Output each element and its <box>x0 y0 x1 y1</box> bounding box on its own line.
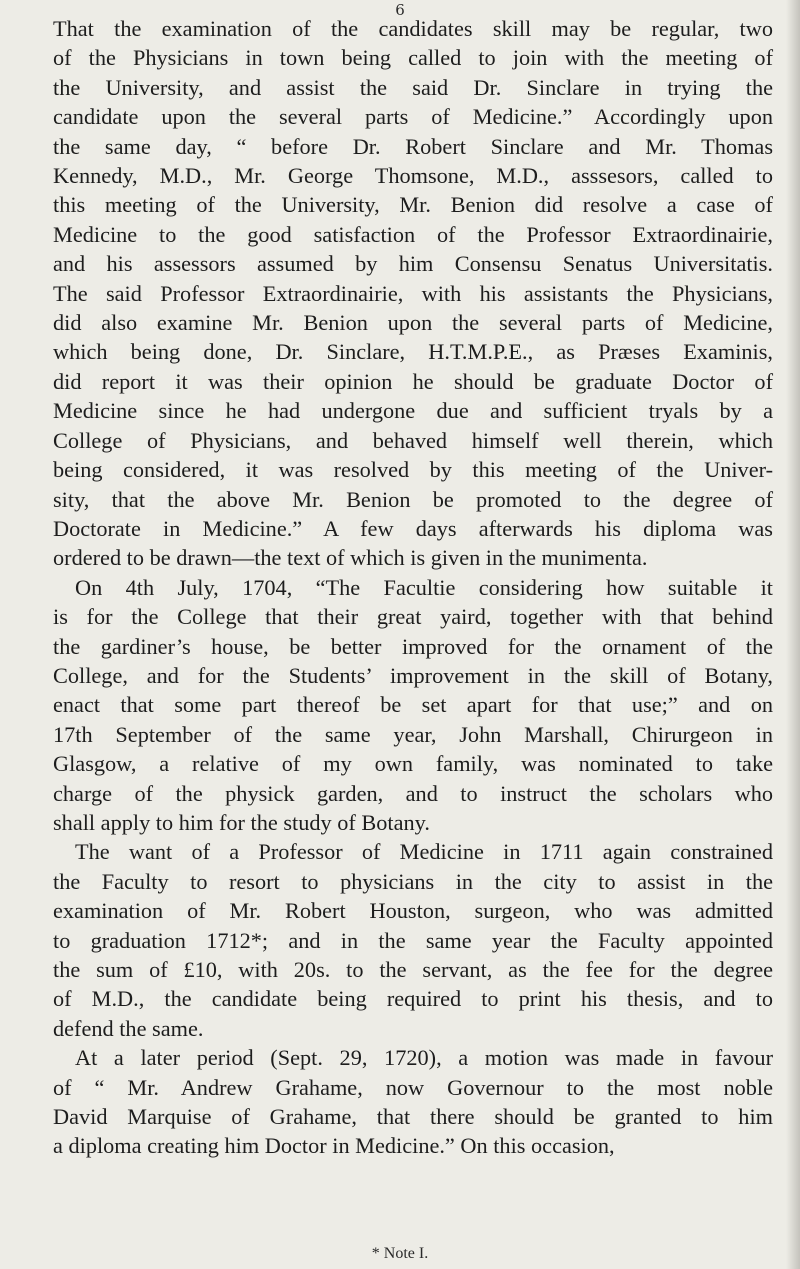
text-line: At a later period (Sept. 29, 1720), a motion was made in favour <box>75 1045 773 1071</box>
text-line: College of Physicians, and behaved himself well therein, which <box>53 427 773 453</box>
text-line: Doctorate in Medicine.” A few days afterwards his diploma was <box>53 515 773 541</box>
text-line: Glasgow, a relative of my own family, was nominated to take <box>53 751 773 777</box>
text-line: sity, that the above Mr. Benion be promoted to the degree of <box>53 486 773 512</box>
text-line: David Marquise of Grahame, that there should be granted to him <box>53 1104 773 1130</box>
text-line: The said Professor Extraordinairie, with his assistants the Physicians, <box>53 280 773 306</box>
text-line: 17th September of the same year, John Marshall, Chirurgeon in <box>53 721 773 747</box>
text-line: the Faculty to resort to physicians in the city to assist in the <box>53 868 773 894</box>
text-line: and his assessors assumed by him Consensu Senatus Universitatis. <box>53 251 773 277</box>
text-line: shall apply to him for the study of Botany. <box>53 809 430 835</box>
text-line: the sum of £10, with 20s. to the servant, as the fee for the degree <box>53 957 773 982</box>
text-line: College, and for the Students’ improvement in the skill of Botany, <box>53 662 773 688</box>
text-line: being considered, it was resolved by this meeting of the Univer- <box>53 457 773 483</box>
page-number: 6 <box>395 1 405 19</box>
text-line: of the Physicians in town being called to join with the meeting of <box>53 45 773 71</box>
text-line: That the examination of the candidates skill may be regular, two <box>53 16 773 41</box>
paragraph <box>53 837 773 1043</box>
paragraph <box>53 573 773 838</box>
text-line: did also examine Mr. Benion upon the several parts of Medicine, <box>53 310 773 336</box>
text-line: Kennedy, M.D., Mr. George Thomsone, M.D., asssesors, called to <box>53 163 773 189</box>
text-line: candidate upon the several parts of Medicine.” Accordingly upon <box>53 104 773 130</box>
text-line: this meeting of the University, Mr. Benion did resolve a case of <box>53 192 773 218</box>
text-line: enact that some part thereof be set apart for that use;” and on <box>53 692 773 718</box>
text-line: the same day, “ before Dr. Robert Sinclare and Mr. Thomas <box>53 133 773 159</box>
text-line: Medicine since he had undergone due and sufficient tryals by a <box>53 398 773 424</box>
page-edge-shadow <box>786 0 800 1269</box>
text-line: to graduation 1712*; and in the same year the Faculty appointed <box>53 927 773 953</box>
text-line: of M.D., the candidate being required to print his thesis, and to <box>53 986 773 1012</box>
text-line: the University, and assist the said Dr. Sinclare in trying the <box>53 74 773 100</box>
text-line: a diploma creating him Doctor in Medicine.” On this occasion, <box>53 1133 615 1159</box>
paragraph <box>53 14 773 573</box>
text-line: Medicine to the good satisfaction of the Professor Extraordinairie, <box>53 221 773 247</box>
paragraph <box>53 1043 773 1161</box>
body-text <box>53 14 773 1161</box>
text-line: ordered to be drawn—the text of which is given in the munimenta. <box>53 545 648 571</box>
text-line: is for the College that their great yaird, together with that behind <box>53 604 773 630</box>
text-line: did report it was their opinion he should be graduate Doctor of <box>53 368 773 394</box>
text-line: charge of the physick garden, and to instruct the scholars who <box>53 780 773 806</box>
text-line: which being done, Dr. Sinclare, H.T.M.P.E., as Præses Examinis, <box>53 339 773 365</box>
text-line: The want of a Professor of Medicine in 1711 again constrained <box>75 839 773 865</box>
text-line: the gardiner’s house, be better improved for the ornament of the <box>53 633 773 659</box>
text-line: examination of Mr. Robert Houston, surgeon, who was admitted <box>53 898 773 924</box>
text-line: of “ Mr. Andrew Grahame, now Governour to the most noble <box>53 1074 773 1100</box>
footnote: * Note I. <box>371 1245 429 1262</box>
text-line: On 4th July, 1704, “The Facultie considering how suitable it <box>75 574 773 600</box>
text-line: defend the same. <box>53 1015 204 1041</box>
